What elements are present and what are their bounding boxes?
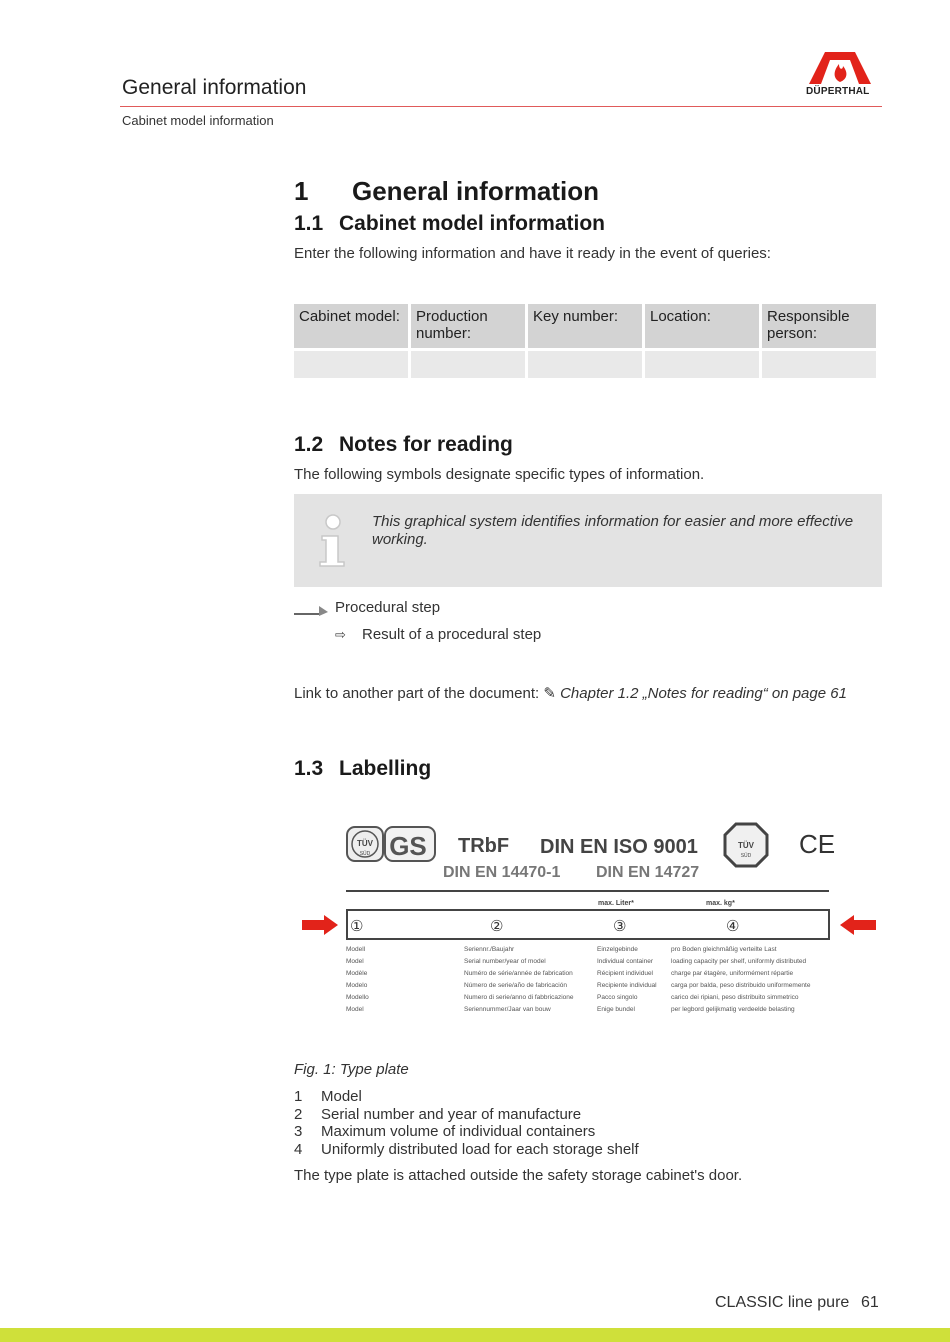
marker-2: ② <box>490 918 504 935</box>
din-14470-label: DIN EN 14470-1 <box>443 864 561 881</box>
plate-col3-line: Recipiente individual <box>597 982 657 989</box>
plate-col1-line: Modello <box>346 994 369 1001</box>
table-row <box>294 351 876 378</box>
plate-col3-line: Enige bundel <box>597 1006 635 1013</box>
table-cell[interactable] <box>411 351 525 378</box>
plate-col3-line: Einzelgebinde <box>597 946 638 953</box>
table-cell[interactable] <box>645 351 759 378</box>
list-item <box>294 1106 639 1124</box>
legend-number: 4 <box>294 1140 303 1158</box>
din-14727-label: DIN EN 14727 <box>596 864 700 881</box>
procedural-step-arrow-icon <box>294 603 328 617</box>
plate-col4-line: per legbord gelijkmatig verdeelde belasting <box>671 1006 795 1013</box>
plate-col3-line: Récipient individuel <box>597 970 654 977</box>
legend-text: Maximum volume of individual containers <box>321 1123 596 1140</box>
section-title: Notes for reading <box>339 433 513 456</box>
chapter-number: 1 <box>294 176 309 206</box>
right-arrow-icon <box>302 915 338 935</box>
plate-col3-line: Individual container <box>597 958 654 965</box>
legend-number: 2 <box>294 1105 303 1123</box>
plate-col2-line: Numéro de série/année de fabrication <box>464 970 573 977</box>
trbf-label: TRbF <box>458 835 510 857</box>
plate-col1-line: Model <box>346 958 364 965</box>
plate-col4-line: pro Boden gleichmäßig verteilte Last <box>671 946 777 953</box>
plate-col4-line: carga por balda, peso distribuido uniformemente <box>671 982 811 989</box>
table-header-cell: Responsible person: <box>762 304 876 348</box>
plate-col2-line: Serial number/year of model <box>464 958 546 965</box>
link-symbol-icon: ✎ <box>543 685 556 702</box>
table-cell[interactable] <box>762 351 876 378</box>
plate-col4-line: charge par étagère, uniformément répartie <box>671 970 794 977</box>
section-intro: The following symbols designate specific types of information. <box>294 466 705 483</box>
section-number: 1.1 <box>294 212 324 235</box>
result-step-text: Result of a procedural step <box>362 626 542 643</box>
marker-1: ① <box>350 918 364 935</box>
section-title: Cabinet model information <box>339 212 606 235</box>
legend-number: 1 <box>294 1088 303 1105</box>
table-header-cell: Cabinet model: <box>294 304 408 348</box>
section-intro: Enter the following information and have it ready in the event of queries: <box>294 245 771 262</box>
plate-legend-columns <box>346 946 811 1013</box>
section-heading-1-3 <box>294 757 431 781</box>
table-header-cell: Location: <box>645 304 759 348</box>
result-arrow-icon: ⇨ <box>335 627 346 642</box>
list-item <box>294 1141 639 1159</box>
legend-text: Serial number and year of manufacture <box>321 1105 582 1123</box>
list-item <box>294 1123 639 1141</box>
tuv-label-2: TÜV <box>738 841 754 850</box>
header-rule <box>120 106 882 107</box>
section-number: 1.2 <box>294 433 324 456</box>
max-liter-label: max. Liter* <box>598 900 634 907</box>
left-arrow-icon <box>840 915 876 935</box>
legend-number: 3 <box>294 1123 303 1140</box>
info-note-text: This graphical system identifies information for easier and more effective working. <box>372 513 854 548</box>
section-heading-1-2 <box>294 433 513 457</box>
chapter-title: General information <box>352 176 600 206</box>
list-item <box>294 1088 639 1106</box>
plate-col2-line: Numero di serie/anno di fabbricazione <box>464 994 574 1001</box>
cross-reference-line <box>294 684 847 702</box>
plate-col4-line: carico dei ripiani, peso distribuito simmetrico <box>671 994 799 1001</box>
table-header-row <box>294 304 876 348</box>
table-header-cell: Production number: <box>411 304 525 348</box>
plate-col2-line: Seriennr./Baujahr <box>464 946 515 953</box>
cross-reference-link[interactable]: Chapter 1.2 „Notes for reading“ on page 61 <box>560 685 847 702</box>
legend-text: Uniformly distributed load for each storage shelf <box>321 1140 639 1158</box>
ce-mark: CE <box>799 829 836 859</box>
table-header-cell: Key number: <box>528 304 642 348</box>
plate-col1-line: Model <box>346 1006 364 1013</box>
link-prefix: Link to another part of the document: <box>294 685 540 702</box>
plate-col3-line: Pacco singolo <box>597 994 638 1001</box>
running-header-subtitle: Cabinet model information <box>122 113 274 128</box>
figure-caption: Fig. 1: Type plate <box>294 1061 409 1078</box>
chapter-heading <box>294 176 599 207</box>
page-number: 61 <box>861 1294 879 1311</box>
gs-label: GS <box>389 831 427 861</box>
tuv-sub-label-2: SÜD <box>740 853 752 859</box>
procedural-step-text: Procedural step <box>335 599 441 616</box>
running-header-title: General information <box>122 76 307 99</box>
marker-3: ③ <box>613 918 627 935</box>
type-plate-figure <box>296 815 880 1020</box>
plate-col1-line: Modell <box>346 946 366 953</box>
footer-product-name: CLASSIC line pure <box>715 1294 850 1311</box>
plate-col1-line: Modelo <box>346 982 368 989</box>
din-iso-label: DIN EN ISO 9001 <box>540 836 698 858</box>
plate-col2-line: Número de serie/año de fabricación <box>464 982 567 989</box>
type-plate-field-box <box>347 910 829 939</box>
marker-4: ④ <box>726 918 740 935</box>
plate-col1-line: Modèle <box>346 970 368 977</box>
tuv-label: TÜV <box>357 839 373 848</box>
figure-legend <box>294 1088 639 1158</box>
tuv-sub-label: SÜD <box>359 851 371 857</box>
plate-col4-line: loading capacity per shelf, uniformly distributed <box>671 958 807 965</box>
legend-text: Model <box>321 1088 362 1105</box>
brand-name: DÜPERTHAL <box>806 86 870 97</box>
plate-col2-line: Seriennummer/Jaar van bouw <box>464 1006 551 1013</box>
table-cell[interactable] <box>294 351 408 378</box>
footer-color-bar <box>0 1328 950 1342</box>
type-plate-note: The type plate is attached outside the safety storage cabinet's door. <box>294 1167 743 1184</box>
section-title: Labelling <box>339 757 432 780</box>
section-heading-1-1 <box>294 212 605 236</box>
cabinet-info-table <box>291 301 879 381</box>
section-number: 1.3 <box>294 757 324 780</box>
info-icon <box>316 512 348 568</box>
max-kg-label: max. kg* <box>706 900 735 907</box>
table-cell[interactable] <box>528 351 642 378</box>
